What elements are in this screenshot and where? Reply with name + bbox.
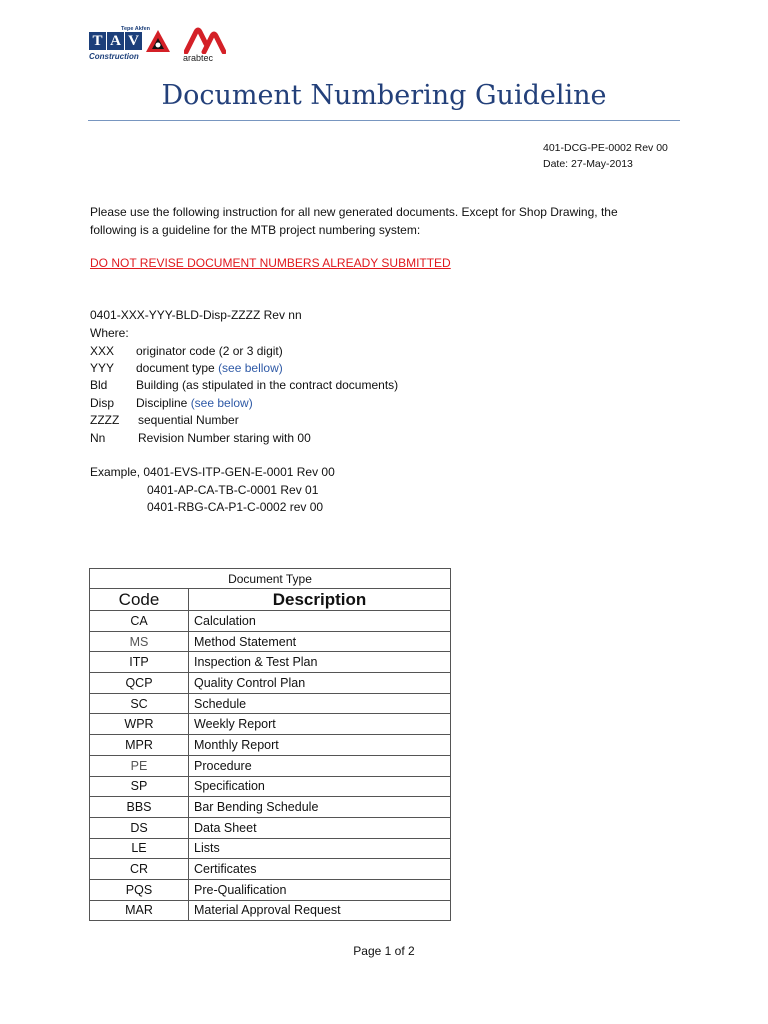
table-row: [90, 776, 451, 797]
table-cell-code: PQS: [90, 879, 189, 900]
where-label: Where:: [90, 325, 129, 340]
column-header-description: Description: [189, 589, 451, 611]
format-code: Nn: [90, 431, 106, 445]
format-code: Bld: [90, 378, 108, 392]
doc-date: Date: 27-May-2013: [543, 158, 633, 170]
tav-subtitle: Tepe Akfen: [121, 26, 151, 32]
format-desc: [136, 378, 398, 392]
table-cell-code: CR: [90, 859, 189, 880]
table-row: [90, 652, 451, 673]
table-cell-code: BBS: [90, 797, 189, 818]
table-cell-code: WPR: [90, 714, 189, 735]
example-2: 0401-AP-CA-TB-C-0001 Rev 01: [147, 483, 319, 497]
format-desc-text: originator code (2 or 3 digit): [136, 344, 283, 358]
table-row: [90, 714, 451, 735]
table-cell-description: Procedure: [189, 755, 451, 776]
tav-construction-label: Construction: [89, 52, 139, 61]
format-code: YYY: [90, 361, 115, 375]
table-row: [90, 693, 451, 714]
format-desc-text: sequential Number: [138, 413, 239, 427]
table-row: [90, 755, 451, 776]
arabtec-logo-icon: [184, 26, 226, 54]
doc-number: 401-DCG-PE-0002 Rev 00: [543, 142, 668, 154]
table-cell-description: Lists: [189, 838, 451, 859]
table-cell-code: CA: [90, 611, 189, 632]
table-cell-code: SC: [90, 693, 189, 714]
document-type-table: [89, 568, 451, 921]
format-desc: [136, 396, 253, 410]
table-cell-description: Calculation: [189, 611, 451, 632]
table-cell-description: Monthly Report: [189, 735, 451, 756]
table-row: [90, 611, 451, 632]
warning-notice: DO NOT REVISE DOCUMENT NUMBERS ALREADY SUBMITTED: [90, 256, 451, 270]
numbering-format: [90, 307, 302, 342]
table-cell-code: MS: [90, 631, 189, 652]
format-desc-text: document type: [136, 361, 219, 375]
table-row: [90, 838, 451, 859]
table-cell-description: Inspection & Test Plan: [189, 652, 451, 673]
table-header-row: [90, 589, 451, 611]
page-number: Page 1 of 2: [353, 944, 415, 958]
table-cell-code: ITP: [90, 652, 189, 673]
table-cell-description: Certificates: [189, 859, 451, 880]
table-cell-code: DS: [90, 817, 189, 838]
table-caption-row: [90, 569, 451, 589]
format-desc-text: Discipline: [136, 396, 191, 410]
format-desc: [136, 361, 283, 375]
document-reference: [543, 140, 668, 172]
table-row: [90, 797, 451, 818]
format-code: Disp: [90, 396, 115, 410]
see-below-link[interactable]: (see below): [190, 396, 253, 410]
format-desc-text: Revision Number staring with 00: [138, 431, 311, 445]
table-cell-description: Material Approval Request: [189, 900, 451, 921]
tav-letter-v: V: [125, 32, 142, 50]
format-desc: [138, 431, 311, 445]
format-desc-text: Building (as stipulated in the contract documents): [136, 378, 399, 392]
format-desc: [138, 413, 239, 427]
table-caption: Document Type: [90, 569, 451, 589]
intro-paragraph: [90, 204, 680, 239]
intro-line-1: Please use the following instruction for all new generated documents. Except for Shop Drawing, the: [90, 205, 618, 219]
company-logos: [88, 26, 228, 66]
see-below-link[interactable]: (see bellow): [218, 361, 283, 375]
example-1: Example, 0401-EVS-ITP-GEN-E-0001 Rev 00: [90, 465, 335, 479]
format-desc: [136, 344, 283, 358]
triangle-logo-icon: [144, 28, 184, 62]
page-title: Document Numbering Guideline: [161, 80, 607, 111]
table-row: [90, 900, 451, 921]
table-cell-description: Method Statement: [189, 631, 451, 652]
table-cell-code: MPR: [90, 735, 189, 756]
column-header-code: Code: [90, 589, 189, 611]
table-row: [90, 817, 451, 838]
arabtec-label: arabtec: [183, 53, 214, 63]
table-cell-code: QCP: [90, 673, 189, 694]
table-cell-description: Bar Bending Schedule: [189, 797, 451, 818]
table-cell-description: Specification: [189, 776, 451, 797]
format-code: XXX: [90, 344, 115, 358]
format-pattern: 0401-XXX-YYY-BLD-Disp-ZZZZ Rev nn: [90, 308, 302, 322]
table-cell-code: SP: [90, 776, 189, 797]
format-code: ZZZZ: [90, 413, 120, 427]
table-cell-code: LE: [90, 838, 189, 859]
table-cell-code: PE: [90, 755, 189, 776]
table-cell-code: MAR: [90, 900, 189, 921]
table-cell-description: Pre-Qualification: [189, 879, 451, 900]
table-row: [90, 735, 451, 756]
title-divider: [88, 120, 680, 121]
intro-line-2: following is a guideline for the MTB project numbering system:: [90, 222, 421, 237]
table-row: [90, 673, 451, 694]
table-cell-description: Data Sheet: [189, 817, 451, 838]
table-cell-description: Schedule: [189, 693, 451, 714]
example-3: 0401-RBG-CA-P1-C-0002 rev 00: [147, 500, 324, 514]
table-row: [90, 879, 451, 900]
table-row: [90, 631, 451, 652]
table-row: [90, 859, 451, 880]
tav-letter-a: A: [107, 32, 124, 50]
table-cell-description: Quality Control Plan: [189, 673, 451, 694]
table-cell-description: Weekly Report: [189, 714, 451, 735]
tav-letter-t: T: [89, 32, 106, 50]
